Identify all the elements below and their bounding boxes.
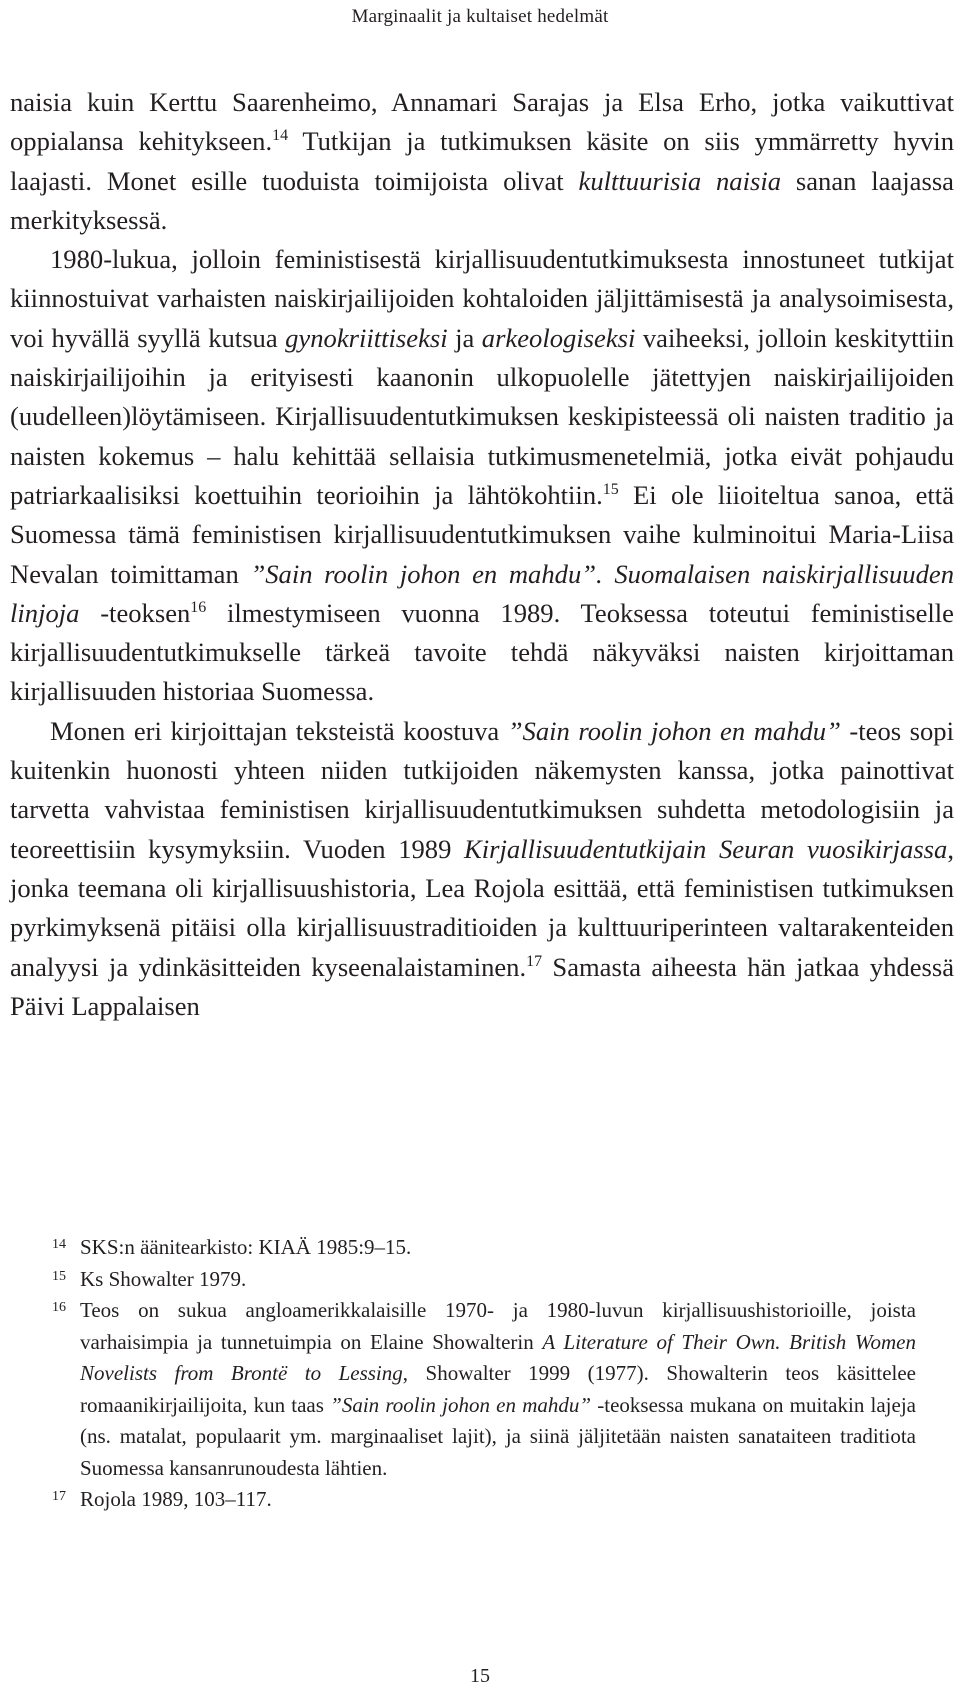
- footnote-number: 17: [52, 1489, 66, 1504]
- footnote-14: [52, 1232, 916, 1264]
- text-run: Ei ole liioiteltua sanoa, että Suomessa tämä feministisen kirjallisuudentutkimuksen vaihe kulminoitui Maria-Liisa Nevalan toimittaman: [10, 479, 954, 589]
- footnote-text: -teoksessa mukana on muitakin lajeja (ns. matalat, populaarit ym. marginaaliset lajit), ja siinä jäljitetään naisten sanataiteen traditiota Suomessa kansanrunoudesta lähtien.: [80, 1392, 916, 1480]
- footnote-number: 16: [52, 1300, 66, 1315]
- text-run: , jonka teemana oli kirjallisuushistoria, Lea Rojola esittää, että feministisen tutkimuksen pyrkimyksenä pitäisi olla kirjallisuustraditioiden ja kulttuuriperinteen valtarakenteiden analyysi ja ydinkäsitteiden kyseenalaistaminen.: [10, 833, 954, 982]
- footnote-ref-17[interactable]: 17: [526, 952, 543, 970]
- text-run: ja: [447, 322, 482, 353]
- footnote-number: 15: [52, 1268, 66, 1284]
- italic-term: gynokriittiseksi: [285, 322, 448, 353]
- footnote-ref-16[interactable]: 16: [190, 599, 207, 616]
- text-run: naisia kuin Kerttu Saarenheimo, Annamari Sarajas ja Elsa Erho, jotka vaikuttivat oppialansa kehitykseen.: [10, 87, 954, 157]
- footnote-text: , Showalter 1999 (1977). Showalterin teos käsittelee romaanikirjailijoita, kun taas: [80, 1361, 917, 1417]
- footnote-text: SKS:n äänitearkisto: KIAÄ 1985:9–15.: [80, 1235, 412, 1259]
- footnote-text: Ks Showalter 1979.: [80, 1266, 247, 1291]
- paragraph-1: [10, 83, 954, 240]
- running-header: Marginaalit ja kultaiset hedelmät: [351, 6, 609, 27]
- paragraph-3: [10, 712, 954, 1026]
- italic-title: Kirjallisuudentutkijain Seuran vuosikirjassa: [464, 833, 948, 864]
- footnotes: [52, 1232, 916, 1516]
- footnote-ref-15[interactable]: 15: [602, 481, 619, 499]
- text-run: Monen eri kirjoittajan teksteistä koostuva: [50, 715, 508, 746]
- text-run: sanan laajassa merkityksessä.: [10, 165, 954, 235]
- text-run: vaiheeksi, jolloin keskityttiin naiskirjailijoihin ja erityisesti kaanonin ulkopuolelle jätettyjen naiskirjailijoiden (uudelleen)löytämiseen. Kirjallisuudentutkimuksen keskipisteessä oli naisten traditio ja naisten kokemus – halu kehittää sellaisia tutkimusmenetelmiä, jotka eivät pohjaudu patriarkaalisiksi koettuihin teorioihin ja lähtökohtiin.: [10, 322, 955, 510]
- italic-term: kulttuurisia naisia: [578, 165, 782, 196]
- text-run: -teoksen: [79, 597, 191, 628]
- footnote-16: [52, 1295, 916, 1484]
- italic-title: ”Sain roolin johon en mahdu”. Suomalaisen naiskirjallisuuden linjoja: [10, 558, 954, 628]
- body-text: [10, 83, 954, 1026]
- text-run: Samasta aiheesta hän jatkaa yhdessä Päivi Lappalaisen: [10, 951, 954, 1021]
- footnote-text: Rojola 1989, 103–117.: [80, 1487, 272, 1511]
- text-run: ilmestymiseen vuonna 1989. Teoksessa toteutui feministiselle kirjallisuudentutkimukselle tärkeä tavoite tehdä näkyväksi naisten kirjoittaman kirjallisuuden historiaa Suomessa.: [10, 597, 954, 707]
- italic-title: A Literature of Their Own. British Women Novelists from Brontë to Lessing: [80, 1329, 916, 1385]
- footnote-number: 14: [52, 1237, 66, 1252]
- paragraph-2: [10, 240, 954, 712]
- text-run: 1980-lukua, jolloin feministisestä kirjallisuudentutkimuksesta innostuneet tutkijat kiinnostuivat varhaisten naiskirjailijoiden kohtaloiden jäljittämisestä ja analysoimisesta, voi hyvällä syyllä kutsua: [10, 244, 954, 353]
- footnote-text: Teos on sukua angloamerikkalaisille 1970- ja 1980-luvun kirjallisuushistorioille, joista varhaisimpia ja tunnetuimpia on Elaine Showalterin: [80, 1298, 916, 1354]
- text-run: Tutkijan ja tutkimuksen käsite on siis ymmärretty hyvin laajasti. Monet esille tuoduista toimijoista olivat: [10, 126, 954, 196]
- italic-title: ”Sain roolin johon en mahdu”: [507, 715, 841, 746]
- text-run: -teos sopi kuitenkin huonosti yhteen niiden tutkijoiden näkemysten kanssa, jotka painottivat tarvetta vahvistaa feministisen kirjallisuudentutkimuksen suhdetta metodologisiin ja teoreettisiin kysymyksiin. Vuoden 1989: [10, 715, 954, 864]
- footnote-17: [52, 1484, 916, 1516]
- italic-term: arkeologiseksi: [481, 322, 636, 353]
- italic-title: ”Sain roolin johon en mahdu”: [330, 1392, 592, 1417]
- footnote-ref-14[interactable]: 14: [272, 127, 289, 145]
- footnote-15: [52, 1264, 916, 1296]
- page-number: 15: [470, 1665, 490, 1687]
